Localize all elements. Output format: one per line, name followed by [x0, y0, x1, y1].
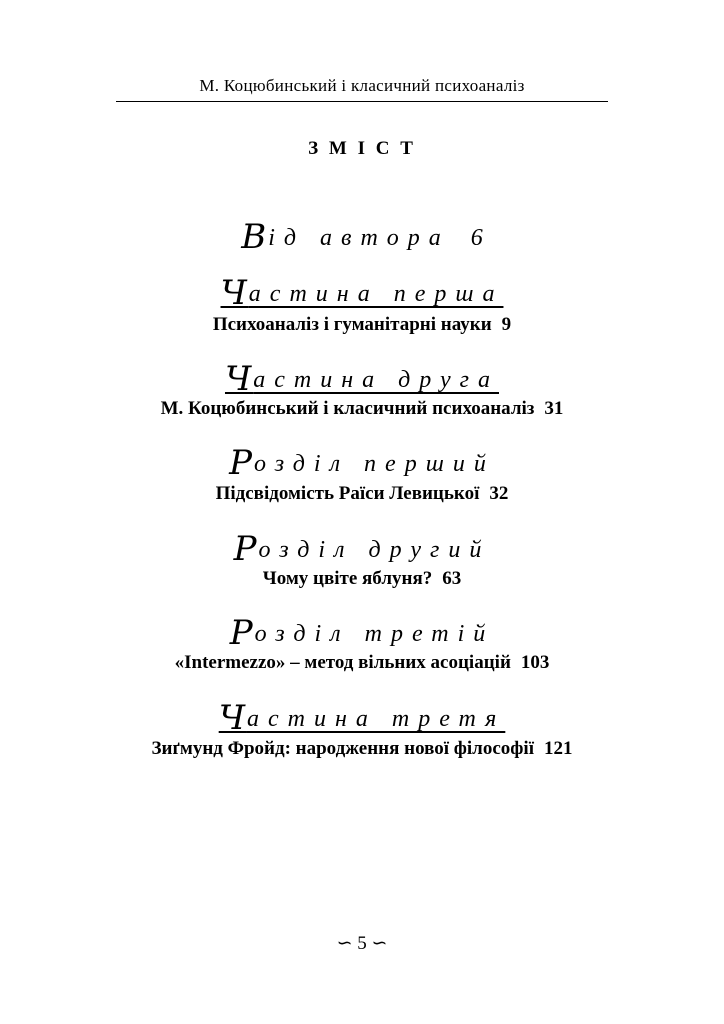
- heading-initial: Ч: [224, 359, 254, 399]
- heading-initial: В: [241, 217, 269, 257]
- header-rule: [116, 101, 608, 102]
- toc-heading-part-two[interactable]: [0, 356, 724, 399]
- heading-initial: Р: [229, 443, 255, 483]
- heading-text: астина третя: [246, 706, 506, 732]
- toc-entry[interactable]: [0, 398, 724, 420]
- running-head: М. Коцюбинський і класичний психоаналіз: [199, 76, 525, 95]
- toc-entry[interactable]: [0, 314, 724, 336]
- heading-text: озділ перший: [254, 451, 495, 477]
- toc-entry[interactable]: [0, 483, 724, 505]
- heading-initial: Р: [233, 529, 259, 569]
- page-number: 31: [544, 398, 564, 419]
- entry-title: Психоаналіз і гуманітарні науки: [212, 314, 492, 335]
- toc-title: З М І С Т: [308, 138, 416, 159]
- toc-heading-chapter-one[interactable]: [0, 440, 724, 483]
- heading-initial: Ч: [220, 273, 249, 313]
- heading-text: озділ другий: [258, 537, 491, 563]
- toc-heading-part-one[interactable]: [0, 270, 724, 313]
- heading-initial: Ч: [218, 698, 247, 738]
- heading-text: ід автора: [268, 225, 450, 251]
- toc-entry[interactable]: [0, 738, 724, 760]
- toc-heading-part-three[interactable]: [0, 695, 724, 738]
- toc-heading-chapter-three[interactable]: [0, 610, 724, 653]
- entry-title: М. Коцюбинський і класичний психоаналіз: [160, 398, 535, 419]
- page-number: 6: [470, 225, 483, 251]
- toc-entry[interactable]: [0, 652, 724, 674]
- page-number: 32: [489, 483, 509, 504]
- toc-heading-chapter-two[interactable]: [0, 526, 724, 569]
- heading-text: астина друга: [253, 367, 499, 393]
- entry-title: Чому цвіте яблуня?: [262, 568, 433, 589]
- heading-text: астина перша: [248, 281, 504, 307]
- page-number-footer: ∽ 5 ∽: [336, 933, 388, 954]
- heading-initial: Р: [229, 613, 255, 653]
- toc-heading-from-author[interactable]: [0, 214, 724, 257]
- page-number: 103: [520, 652, 550, 673]
- toc-entry[interactable]: [0, 568, 724, 590]
- page-number: 63: [442, 568, 462, 589]
- entry-title: Підсвідомість Раїси Левицької: [215, 483, 480, 504]
- page-number: 121: [543, 738, 573, 759]
- heading-text: озділ третій: [254, 621, 495, 647]
- page-number: 9: [501, 314, 512, 335]
- entry-title: Зиґмунд Фройд: народження нової філософії: [151, 738, 534, 759]
- entry-title: «Intermezzo» – метод вільних асоціацій: [174, 652, 511, 673]
